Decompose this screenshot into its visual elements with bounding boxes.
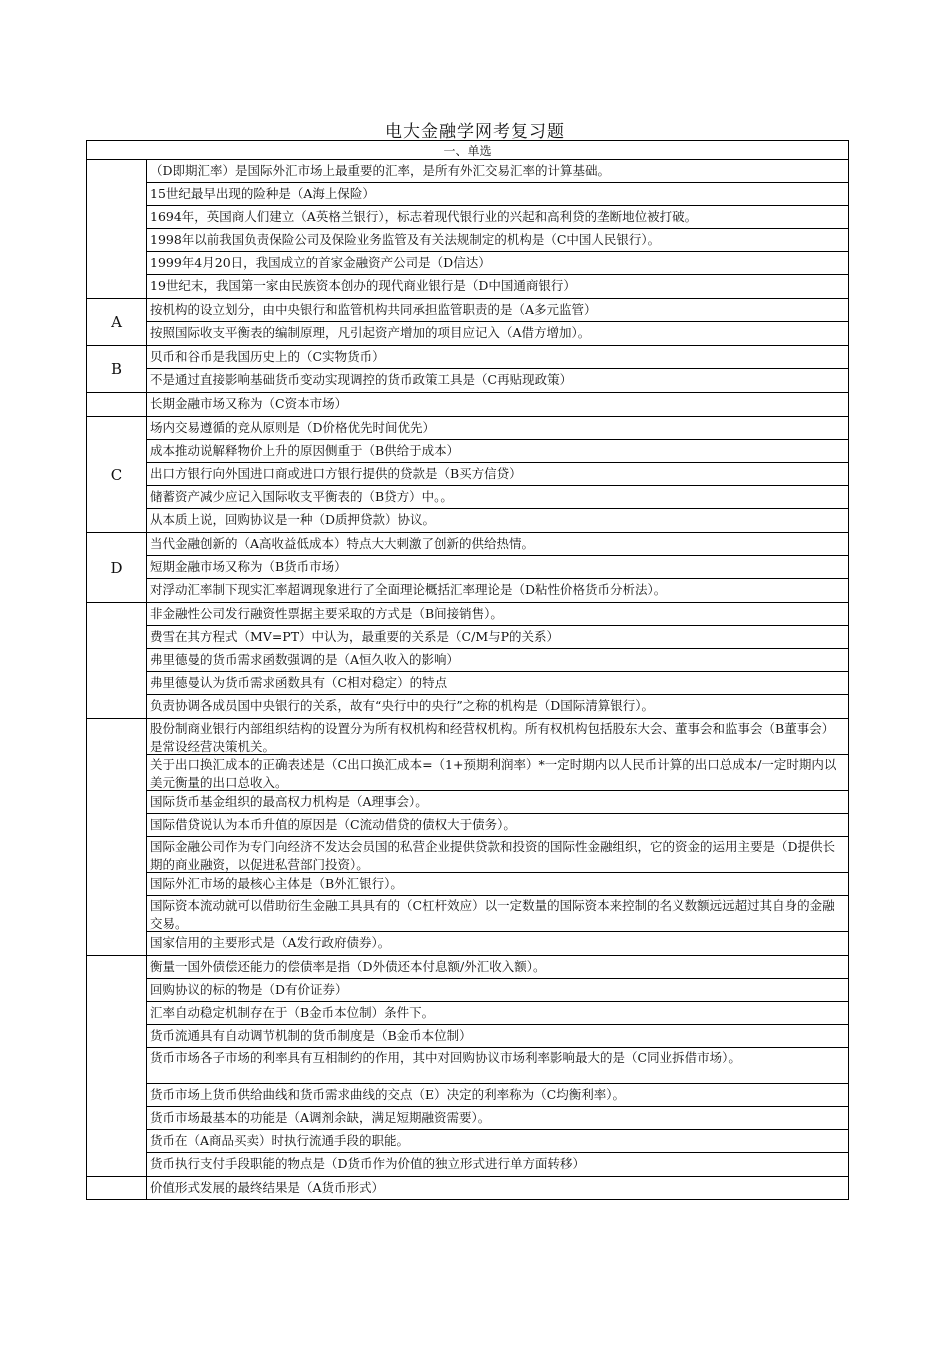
- question-row: 负责协调各成员国中央银行的关系，故有“央行中的央行”之称的机构是（D国际清算银行）。: [150, 698, 655, 713]
- group-rows: [147, 417, 848, 532]
- group-rows: [147, 956, 848, 1176]
- group-letter: A: [87, 299, 147, 345]
- question-row: 国际货币基金组织的最高权力机构是（A理事会）。: [147, 791, 848, 814]
- group-rows: [147, 533, 848, 602]
- question-row: （D即期汇率）是国际外汇市场上最重要的汇率，是所有外汇交易汇率的计算基础。: [147, 160, 848, 183]
- question-row: 出口方银行向外国进口商或进口方银行提供的贷款是（B买方信贷）: [147, 463, 848, 486]
- question-group: [86, 1177, 849, 1200]
- group-letter: [87, 603, 147, 718]
- question-row: 1999年4月20日，我国成立的首家金融资产公司是（D信达）: [147, 252, 848, 275]
- question-row: 国际资本流动就可以借助衍生金融工具具有的（C杠杆效应）以一定数量的国际资本来控制的名义数额远远超过其自身的金融交易。: [147, 896, 848, 932]
- question-group: [86, 346, 849, 393]
- question-group: [86, 533, 849, 603]
- question-row: 国际借贷说认为本币升值的原因是（C流动借贷的债权大于债务）。: [147, 814, 848, 837]
- question-row: 非金融性公司发行融资性票据主要采取的方式是（B间接销售）。: [147, 603, 848, 626]
- question-row: 货币流通具有自动调节机制的货币制度是（B金币本位制）: [147, 1025, 848, 1048]
- question-row: 货币执行支付手段职能的物点是（D货币作为价值的独立形式进行单方面转移）: [150, 1156, 586, 1171]
- question-row: 按照国际收支平衡表的编制原理，凡引起资产增加的项目应记入（A借方增加）。: [150, 325, 591, 340]
- question-row: 1694年，英国商人们建立（A英格兰银行），标志着现代银行业的兴起和高利贷的垄断地位被打破。: [147, 206, 848, 229]
- group-rows: [147, 1177, 848, 1199]
- question-group: [86, 956, 849, 1177]
- question-row: 回购协议的标的物是（D有价证券）: [147, 979, 848, 1002]
- question-group: [86, 160, 849, 299]
- question-row: 场内交易遵循的竞从原则是（D价格优先时间优先）: [147, 417, 848, 440]
- question-group: [86, 393, 849, 417]
- question-row: 长期金融市场又称为（C资本市场）: [150, 396, 348, 411]
- question-row: 按机构的设立划分，由中央银行和监管机构共同承担监管职责的是（A多元监管）: [147, 299, 848, 322]
- question-row: 15世纪最早出现的险种是（A海上保险）: [147, 183, 848, 206]
- group-rows: [147, 603, 848, 718]
- question-group: [86, 719, 849, 956]
- group-rows: [147, 719, 848, 955]
- group-letter: [87, 160, 147, 298]
- question-row: 从本质上说，回购协议是一种（D质押贷款）协议。: [150, 512, 436, 527]
- question-row: 货币在（A商品买卖）时执行流通手段的职能。: [147, 1130, 848, 1153]
- group-letter: [87, 719, 147, 955]
- question-row: 当代金融创新的（A高收益低成本）特点大大刺激了创新的供给热情。: [147, 533, 848, 556]
- question-row: 储蓄资产减少应记入国际收支平衡表的（B贷方）中。。: [147, 486, 848, 509]
- question-group: [86, 603, 849, 719]
- question-group: [86, 417, 849, 533]
- question-row: 国际外汇市场的最核心主体是（B外汇银行）。: [147, 873, 848, 896]
- question-row: 汇率自动稳定机制存在于（B金币本位制）条件下。: [147, 1002, 848, 1025]
- question-row: 对浮动汇率制下现实汇率超调现象进行了全面理论概括汇率理论是（D粘性价格货币分析法）。: [150, 582, 667, 597]
- group-rows: [147, 299, 848, 345]
- question-row: 国家信用的主要形式是（A发行政府债券）。: [150, 935, 391, 950]
- question-row: 货币市场上货币供给曲线和货币需求曲线的交点（E）决定的利率称为（C均衡利率）。: [147, 1084, 848, 1107]
- question-row: 国际金融公司作为专门向经济不发达会员国的私营企业提供贷款和投资的国际性金融组织，它的资金的运用主要是（D提供长期的商业融资，以促进私营部门投资）。: [147, 837, 848, 873]
- section-header: 一、单选: [86, 140, 849, 160]
- question-table: [86, 140, 849, 1200]
- group-letter: B: [87, 346, 147, 392]
- question-group: [86, 299, 849, 346]
- group-letter: [87, 1177, 147, 1199]
- group-letter: [87, 956, 147, 1176]
- question-groups: [86, 160, 849, 1200]
- group-rows: [147, 160, 848, 298]
- question-row: 成本推动说解释物价上升的原因侧重于（B供给于成本）: [147, 440, 848, 463]
- question-row: 19世纪末，我国第一家由民族资本创办的现代商业银行是（D中国通商银行）: [150, 278, 576, 293]
- question-row: 货币市场各子市场的利率具有互相制约的作用，其中对回购协议市场利率影响最大的是（C同业拆借市场）。: [147, 1048, 848, 1084]
- question-row: 1998年以前我国负责保险公司及保险业务监管及有关法规制定的机构是（C中国人民银行）。: [147, 229, 848, 252]
- question-row: 股份制商业银行内部组织结构的设置分为所有权机构和经营权机构。所有权机构包括股东大会、董事会和监事会（B董事会）是常设经营决策机关。: [147, 719, 848, 755]
- question-row: 弗里德曼的货币需求函数强调的是（A恒久收入的影响）: [147, 649, 848, 672]
- question-row: 衡量一国外债偿还能力的偿债率是指（D外债还本付息额/外汇收入额）。: [147, 956, 848, 979]
- group-letter: D: [87, 533, 147, 602]
- question-row: 费雪在其方程式（MV=PT）中认为，最重要的关系是（C/M与P的关系）: [147, 626, 848, 649]
- group-letter: C: [87, 417, 147, 532]
- group-letter: [87, 393, 147, 416]
- question-row: 弗里德曼认为货币需求函数具有（C相对稳定）的特点: [147, 672, 848, 695]
- question-row: 关于出口换汇成本的正确表述是（C出口换汇成本=（1+预期利润率）*一定时期内以人民币计算的出口总成本/一定时期内以美元衡量的出口总收入。: [147, 755, 848, 791]
- question-row: 货币市场最基本的功能是（A调剂余缺，满足短期融资需要）。: [147, 1107, 848, 1130]
- question-row: 不是通过直接影响基础货币变动实现调控的货币政策工具是（C再贴现政策）: [150, 372, 573, 387]
- group-rows: [147, 346, 848, 392]
- document-title: 电大金融学网考复习题: [385, 122, 565, 142]
- question-row: 短期金融市场又称为（B货币市场）: [147, 556, 848, 579]
- group-rows: [147, 393, 848, 416]
- question-row: 贝币和谷币是我国历史上的（C实物货币）: [147, 346, 848, 369]
- question-row: 价值形式发展的最终结果是（A货币形式）: [150, 1180, 385, 1195]
